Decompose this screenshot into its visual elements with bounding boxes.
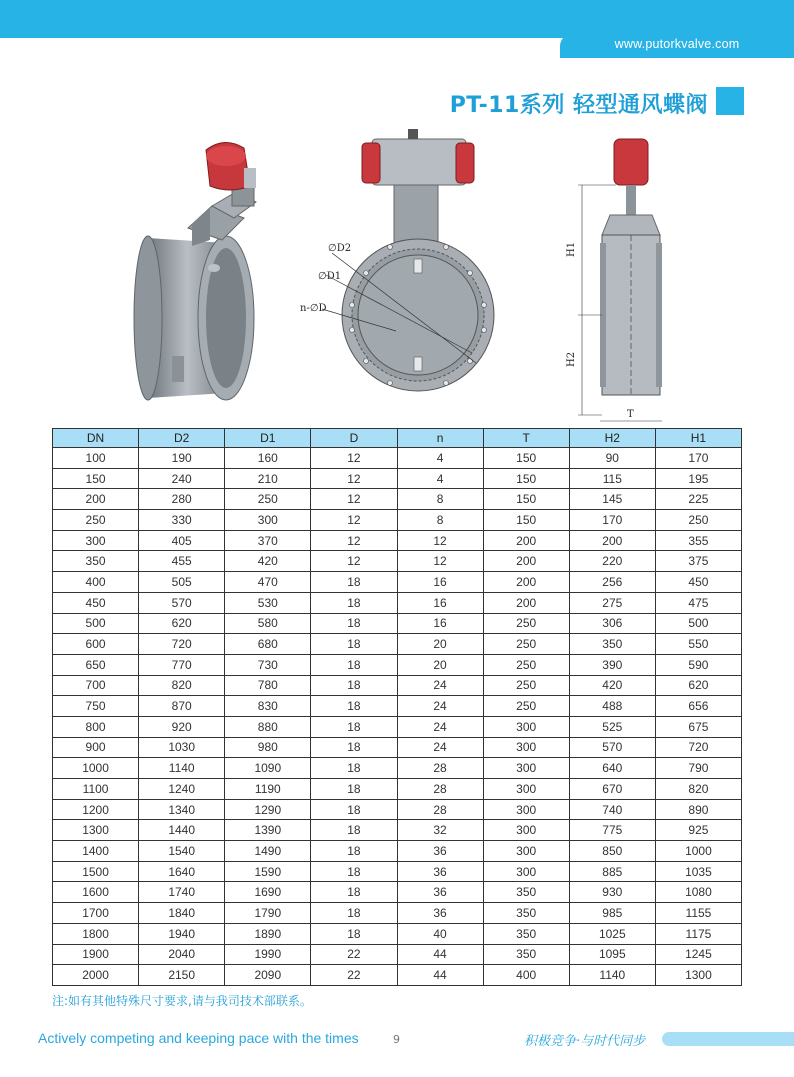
table-cell: 150: [483, 510, 569, 531]
table-row: [53, 654, 742, 675]
table-row: [53, 965, 742, 986]
table-cell: 890: [655, 799, 741, 820]
table-cell: 1175: [655, 923, 741, 944]
table-cell: 720: [655, 737, 741, 758]
table-cell: 720: [139, 634, 225, 655]
table-cell: 200: [483, 551, 569, 572]
table-cell: 1340: [139, 799, 225, 820]
table-cell: 300: [483, 716, 569, 737]
table-cell: 830: [225, 696, 311, 717]
table-cell: 20: [397, 654, 483, 675]
table-cell: 820: [655, 779, 741, 800]
table-cell: 300: [483, 861, 569, 882]
table-row: [53, 448, 742, 469]
table-cell: 115: [569, 468, 655, 489]
table-cell: 1440: [139, 820, 225, 841]
dimension-table: [52, 428, 742, 986]
table-cell: 22: [311, 944, 397, 965]
table-cell: 2040: [139, 944, 225, 965]
table-cell: 1025: [569, 923, 655, 944]
table-cell: 36: [397, 841, 483, 862]
table-cell: 90: [569, 448, 655, 469]
table-cell: 570: [569, 737, 655, 758]
table-cell: 400: [483, 965, 569, 986]
table-cell: 300: [225, 510, 311, 531]
table-row: [53, 551, 742, 572]
table-cell: 1490: [225, 841, 311, 862]
table-cell: 4: [397, 468, 483, 489]
table-cell: 500: [53, 613, 139, 634]
table-cell: 28: [397, 799, 483, 820]
table-cell: 550: [655, 634, 741, 655]
table-cell: 18: [311, 572, 397, 593]
table-cell: 1940: [139, 923, 225, 944]
table-cell: 355: [655, 530, 741, 551]
table-cell: 880: [225, 716, 311, 737]
table-cell: 1035: [655, 861, 741, 882]
table-cell: 18: [311, 799, 397, 820]
table-cell: 330: [139, 510, 225, 531]
table-cell: 420: [225, 551, 311, 572]
table-cell: 1080: [655, 882, 741, 903]
label-d2: ∅D2: [328, 243, 352, 254]
table-body: [53, 448, 742, 986]
table-cell: 740: [569, 799, 655, 820]
table-row: [53, 489, 742, 510]
table-cell: 32: [397, 820, 483, 841]
table-cell: 18: [311, 841, 397, 862]
table-header-dn: DN: [53, 429, 139, 448]
table-cell: 250: [225, 489, 311, 510]
table-cell: 250: [483, 675, 569, 696]
table-cell: 1140: [569, 965, 655, 986]
table-cell: 12: [311, 489, 397, 510]
valve-side-drawing: [560, 125, 680, 425]
footer-accent-bar: [662, 1032, 794, 1046]
footer-slogan-en: Actively competing and keeping pace with the times: [38, 1030, 359, 1046]
table-cell: 505: [139, 572, 225, 593]
table-cell: 4: [397, 448, 483, 469]
table-row: [53, 820, 742, 841]
table-row: [53, 923, 742, 944]
table-cell: 24: [397, 737, 483, 758]
table-cell: 1090: [225, 758, 311, 779]
table-cell: 675: [655, 716, 741, 737]
table-cell: 24: [397, 696, 483, 717]
table-cell: 300: [483, 758, 569, 779]
table-cell: 275: [569, 592, 655, 613]
table-cell: 590: [655, 654, 741, 675]
table-header-h1: H1: [655, 429, 741, 448]
valve-front-drawing: [296, 125, 501, 425]
table-cell: 256: [569, 572, 655, 593]
table-cell: 210: [225, 468, 311, 489]
table-cell: 1890: [225, 923, 311, 944]
label-h1: H1: [566, 241, 577, 257]
table-cell: 36: [397, 861, 483, 882]
table-cell: 1600: [53, 882, 139, 903]
table-cell: 470: [225, 572, 311, 593]
page-number: 9: [393, 1033, 400, 1046]
table-cell: 300: [483, 779, 569, 800]
table-cell: 200: [569, 530, 655, 551]
table-cell: 300: [483, 841, 569, 862]
table-row: [53, 882, 742, 903]
table-cell: 350: [483, 923, 569, 944]
table-cell: 160: [225, 448, 311, 469]
table-cell: 250: [483, 613, 569, 634]
table-cell: 36: [397, 903, 483, 924]
table-cell: 44: [397, 944, 483, 965]
table-cell: 20: [397, 634, 483, 655]
header-band: [0, 0, 794, 38]
table-row: [53, 944, 742, 965]
table-cell: 12: [311, 510, 397, 531]
table-cell: 920: [139, 716, 225, 737]
table-cell: 8: [397, 510, 483, 531]
table-cell: 1000: [53, 758, 139, 779]
table-cell: 1100: [53, 779, 139, 800]
table-cell: 150: [483, 468, 569, 489]
table-cell: 1030: [139, 737, 225, 758]
table-cell: 1200: [53, 799, 139, 820]
table-cell: 985: [569, 903, 655, 924]
table-cell: 488: [569, 696, 655, 717]
label-nd: n-∅D: [300, 303, 327, 314]
table-cell: 190: [139, 448, 225, 469]
label-d1: ∅D1: [318, 271, 342, 282]
table-header-row: [53, 429, 742, 448]
table-cell: 1740: [139, 882, 225, 903]
table-cell: 24: [397, 716, 483, 737]
table-cell: 150: [53, 468, 139, 489]
table-cell: 370: [225, 530, 311, 551]
table-cell: 28: [397, 758, 483, 779]
table-cell: 1095: [569, 944, 655, 965]
table-row: [53, 841, 742, 862]
table-cell: 12: [397, 530, 483, 551]
table-row: [53, 799, 742, 820]
table-header-n: n: [397, 429, 483, 448]
table-cell: 620: [655, 675, 741, 696]
table-cell: 730: [225, 654, 311, 675]
table-cell: 250: [483, 634, 569, 655]
table-cell: 670: [569, 779, 655, 800]
valve-3d-render: [126, 128, 304, 428]
table-header-d: D: [311, 429, 397, 448]
table-cell: 350: [569, 634, 655, 655]
table-cell: 390: [569, 654, 655, 675]
table-cell: 1540: [139, 841, 225, 862]
table-cell: 18: [311, 613, 397, 634]
table-cell: 225: [655, 489, 741, 510]
table-cell: 1245: [655, 944, 741, 965]
table-cell: 1500: [53, 861, 139, 882]
table-cell: 1790: [225, 903, 311, 924]
table-cell: 170: [655, 448, 741, 469]
table-cell: 885: [569, 861, 655, 882]
table-cell: 18: [311, 903, 397, 924]
table-cell: 44: [397, 965, 483, 986]
table-row: [53, 510, 742, 531]
table-cell: 18: [311, 634, 397, 655]
table-cell: 1640: [139, 861, 225, 882]
table-cell: 12: [397, 551, 483, 572]
table-cell: 2000: [53, 965, 139, 986]
table-cell: 18: [311, 592, 397, 613]
table-cell: 570: [139, 592, 225, 613]
table-cell: 18: [311, 675, 397, 696]
table-cell: 1900: [53, 944, 139, 965]
table-cell: 600: [53, 634, 139, 655]
table-cell: 1190: [225, 779, 311, 800]
table-row: [53, 675, 742, 696]
table-cell: 870: [139, 696, 225, 717]
table-cell: 700: [53, 675, 139, 696]
table-cell: 220: [569, 551, 655, 572]
table-cell: 350: [483, 944, 569, 965]
table-cell: 18: [311, 923, 397, 944]
table-cell: 1290: [225, 799, 311, 820]
table-cell: 28: [397, 779, 483, 800]
table-cell: 770: [139, 654, 225, 675]
label-h2: H2: [566, 351, 577, 367]
table-cell: 405: [139, 530, 225, 551]
table-row: [53, 903, 742, 924]
table-cell: 656: [655, 696, 741, 717]
table-cell: 300: [483, 737, 569, 758]
table-cell: 400: [53, 572, 139, 593]
table-cell: 1590: [225, 861, 311, 882]
table-cell: 680: [225, 634, 311, 655]
table-cell: 16: [397, 613, 483, 634]
table-cell: 195: [655, 468, 741, 489]
table-cell: 300: [483, 799, 569, 820]
table-cell: 450: [655, 572, 741, 593]
table-cell: 250: [53, 510, 139, 531]
table-cell: 250: [483, 654, 569, 675]
table-cell: 1800: [53, 923, 139, 944]
table-cell: 350: [53, 551, 139, 572]
table-cell: 1155: [655, 903, 741, 924]
table-cell: 525: [569, 716, 655, 737]
table-cell: 790: [655, 758, 741, 779]
table-row: [53, 779, 742, 800]
table-cell: 500: [655, 613, 741, 634]
table-header-d1: D1: [225, 429, 311, 448]
table-cell: 150: [483, 448, 569, 469]
table-header-t: T: [483, 429, 569, 448]
table-cell: 306: [569, 613, 655, 634]
table-cell: 650: [53, 654, 139, 675]
table-cell: 16: [397, 572, 483, 593]
table-cell: 1300: [655, 965, 741, 986]
table-cell: 250: [655, 510, 741, 531]
table-row: [53, 716, 742, 737]
table-cell: 455: [139, 551, 225, 572]
table-row: [53, 530, 742, 551]
table-cell: 2090: [225, 965, 311, 986]
table-cell: 530: [225, 592, 311, 613]
table-row: [53, 613, 742, 634]
table-cell: 820: [139, 675, 225, 696]
footer-slogan-cn: 积极竞争·与时代同步: [524, 1034, 646, 1049]
table-cell: 1840: [139, 903, 225, 924]
table-cell: 780: [225, 675, 311, 696]
table-cell: 18: [311, 716, 397, 737]
table-cell: 900: [53, 737, 139, 758]
table-cell: 12: [311, 530, 397, 551]
table-cell: 925: [655, 820, 741, 841]
table-cell: 1240: [139, 779, 225, 800]
table-cell: 1990: [225, 944, 311, 965]
table-cell: 1690: [225, 882, 311, 903]
table-cell: 240: [139, 468, 225, 489]
table-cell: 980: [225, 737, 311, 758]
table-cell: 200: [53, 489, 139, 510]
table-row: [53, 634, 742, 655]
table-cell: 18: [311, 737, 397, 758]
table-cell: 450: [53, 592, 139, 613]
table-cell: 18: [311, 758, 397, 779]
table-cell: 170: [569, 510, 655, 531]
table-cell: 12: [311, 448, 397, 469]
table-cell: 8: [397, 489, 483, 510]
table-row: [53, 758, 742, 779]
table-header-d2: D2: [139, 429, 225, 448]
table-cell: 300: [483, 820, 569, 841]
table-cell: 150: [483, 489, 569, 510]
table-cell: 420: [569, 675, 655, 696]
table-row: [53, 592, 742, 613]
table-cell: 640: [569, 758, 655, 779]
table-cell: 1140: [139, 758, 225, 779]
table-cell: 200: [483, 572, 569, 593]
table-cell: 145: [569, 489, 655, 510]
table-cell: 18: [311, 696, 397, 717]
table-cell: 1700: [53, 903, 139, 924]
table-cell: 375: [655, 551, 741, 572]
table-row: [53, 861, 742, 882]
table-cell: 800: [53, 716, 139, 737]
table-cell: 475: [655, 592, 741, 613]
table-row: [53, 468, 742, 489]
table-cell: 18: [311, 882, 397, 903]
title-accent-square: [716, 87, 744, 115]
table-cell: 100: [53, 448, 139, 469]
table-cell: 12: [311, 468, 397, 489]
table-cell: 16: [397, 592, 483, 613]
table-row: [53, 572, 742, 593]
table-cell: 250: [483, 696, 569, 717]
table-cell: 1000: [655, 841, 741, 862]
table-cell: 850: [569, 841, 655, 862]
table-cell: 300: [53, 530, 139, 551]
table-cell: 200: [483, 530, 569, 551]
table-cell: 40: [397, 923, 483, 944]
table-cell: 775: [569, 820, 655, 841]
table-cell: 280: [139, 489, 225, 510]
table-cell: 350: [483, 903, 569, 924]
table-cell: 22: [311, 965, 397, 986]
table-cell: 750: [53, 696, 139, 717]
table-header-h2: H2: [569, 429, 655, 448]
label-t: T: [627, 409, 634, 420]
table-cell: 350: [483, 882, 569, 903]
table-cell: 580: [225, 613, 311, 634]
table-cell: 18: [311, 861, 397, 882]
table-cell: 930: [569, 882, 655, 903]
table-cell: 1400: [53, 841, 139, 862]
table-note: 注:如有其他特殊尺寸要求,请与我司技术部联系。: [52, 994, 312, 1008]
table-cell: 200: [483, 592, 569, 613]
table-cell: 18: [311, 820, 397, 841]
table-cell: 24: [397, 675, 483, 696]
table-cell: 2150: [139, 965, 225, 986]
table-cell: 36: [397, 882, 483, 903]
table-row: [53, 696, 742, 717]
table-row: [53, 737, 742, 758]
page-title: PT-11系列 轻型通风蝶阀: [449, 93, 708, 118]
table-cell: 1390: [225, 820, 311, 841]
table-cell: 12: [311, 551, 397, 572]
table-cell: 18: [311, 654, 397, 675]
table-cell: 18: [311, 779, 397, 800]
table-cell: 620: [139, 613, 225, 634]
header-url[interactable]: www.putorkvalve.com: [614, 37, 740, 51]
table-cell: 1300: [53, 820, 139, 841]
